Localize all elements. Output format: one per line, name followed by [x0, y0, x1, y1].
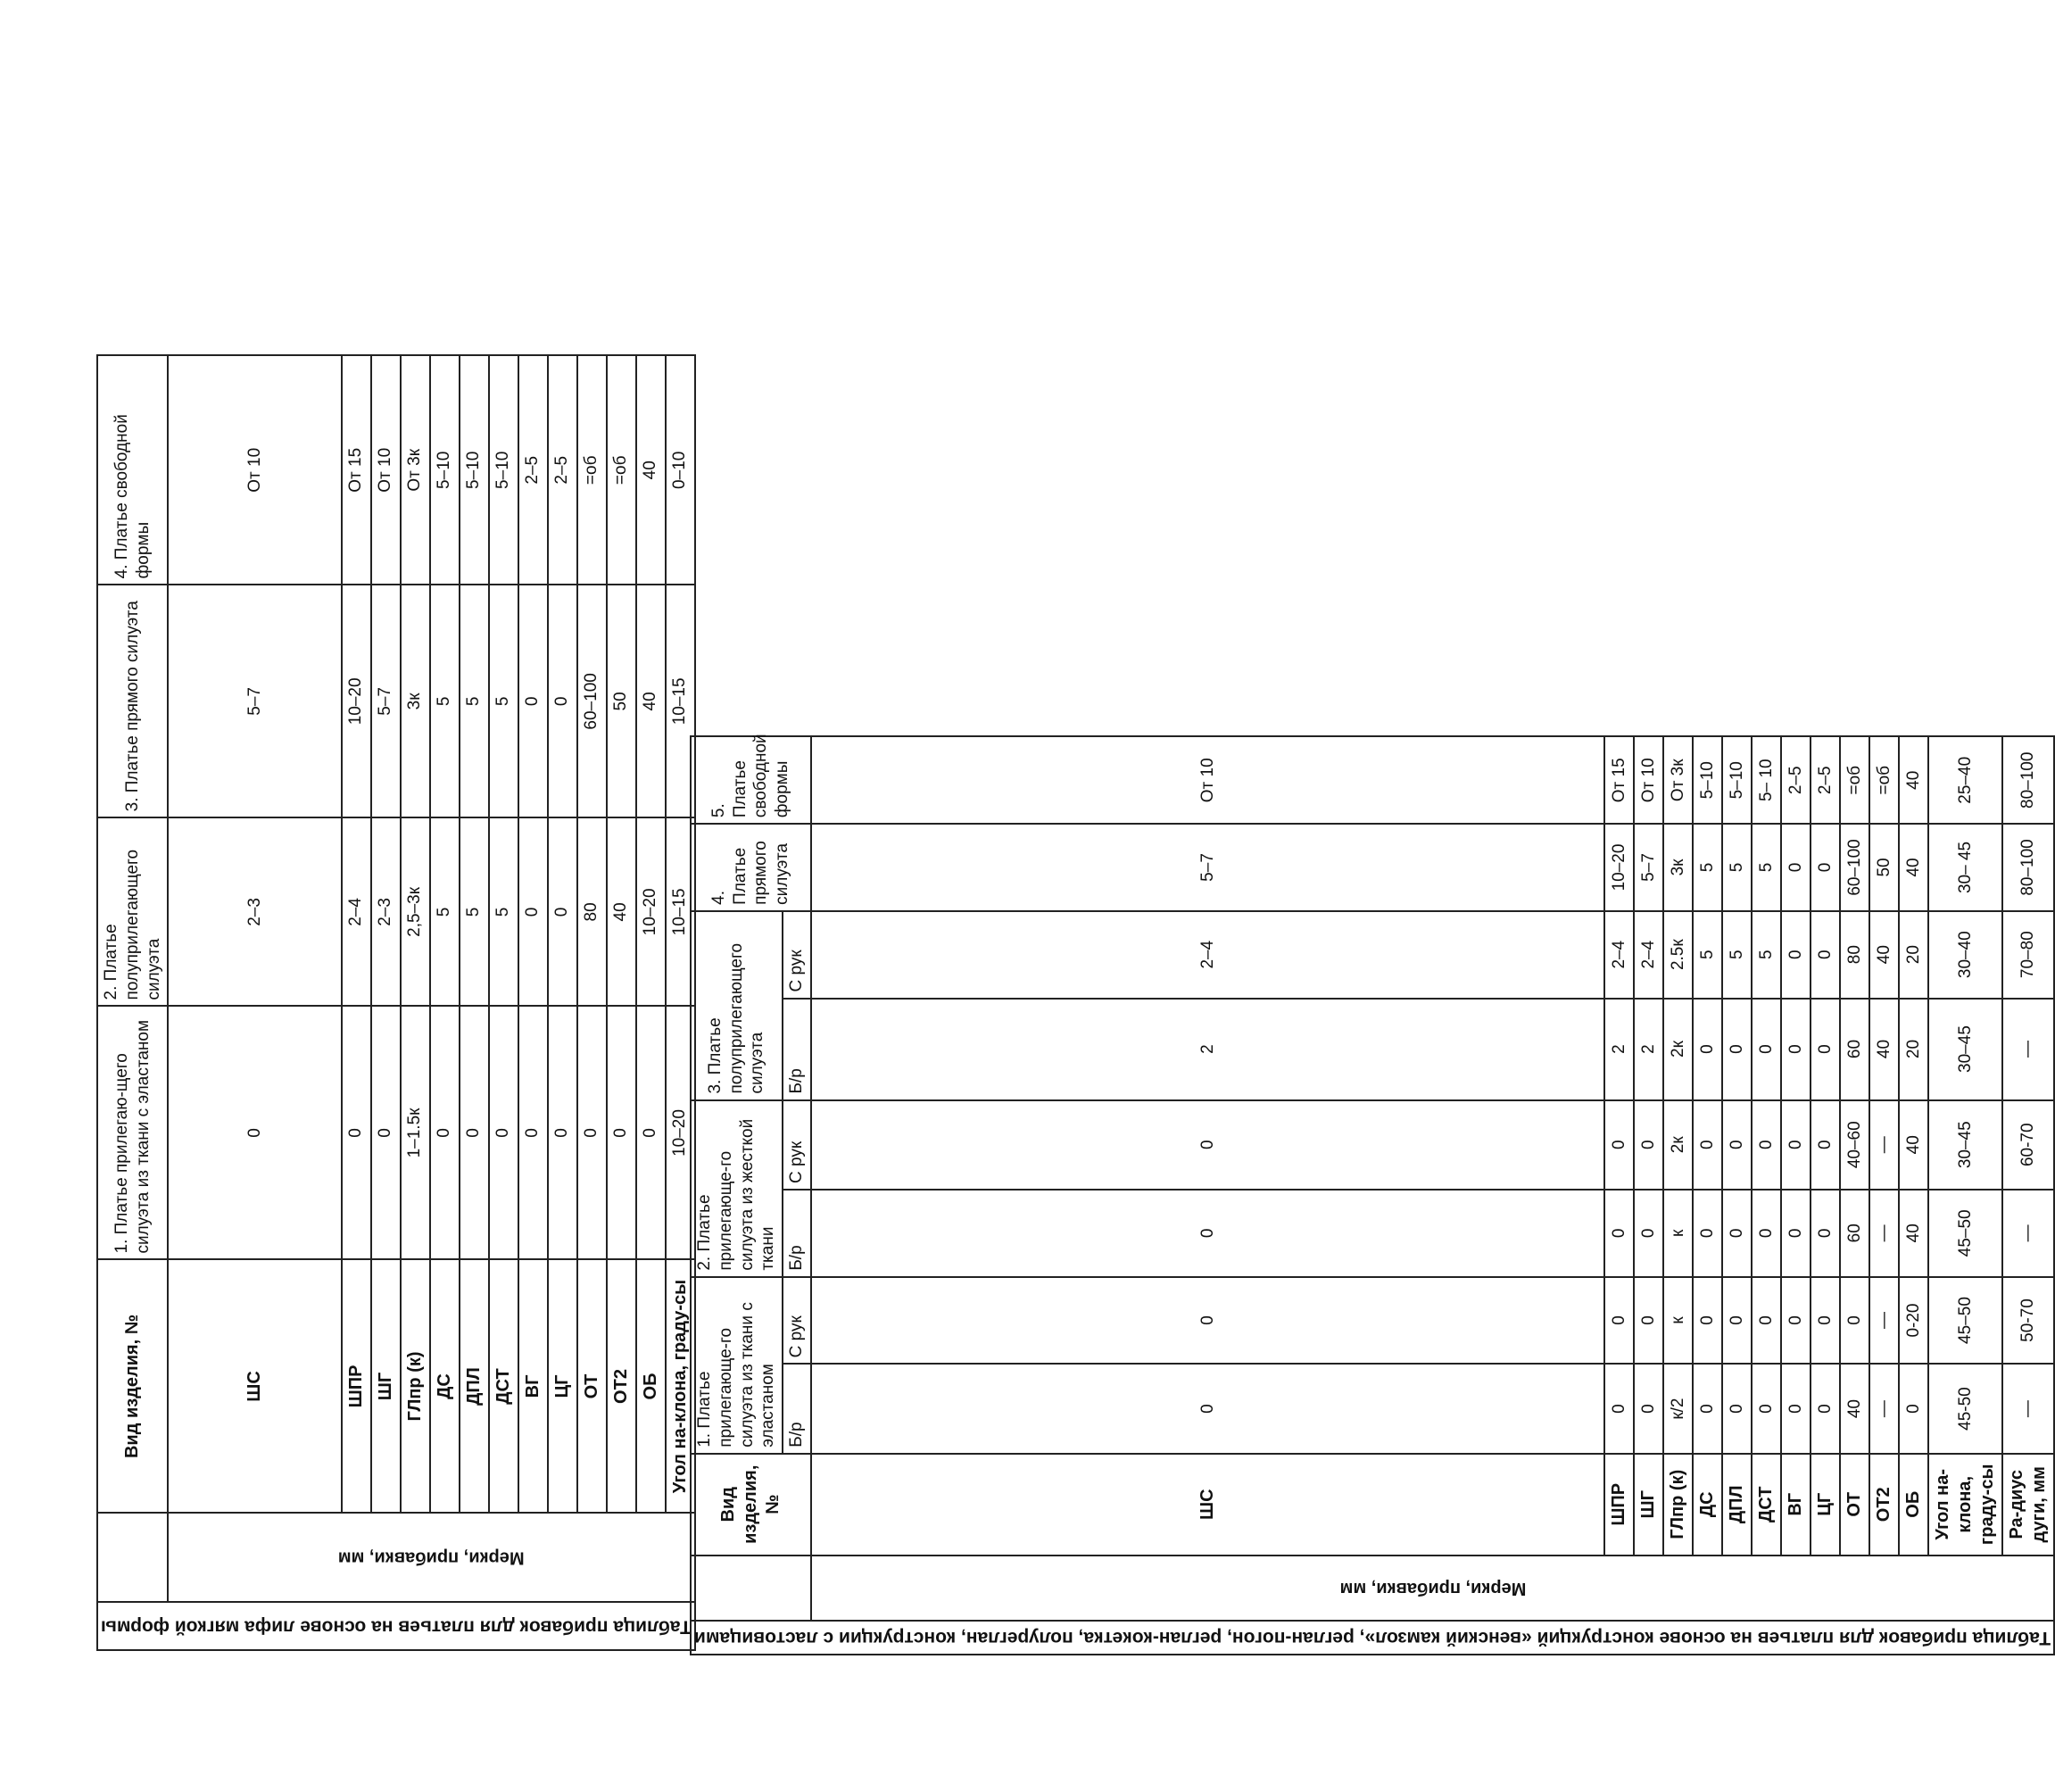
- table1-cell: 10–15: [666, 585, 695, 817]
- table1-cell: 0: [460, 1006, 489, 1259]
- table1-rotated: [96, 125, 692, 1651]
- table1-measure-row: [342, 126, 371, 1650]
- table2-cell: 0: [811, 1100, 1604, 1190]
- table2-cell: 0: [1781, 1364, 1811, 1453]
- table2-cell: 5: [1752, 911, 1781, 999]
- table1-column-header: ЦГ: [548, 1259, 577, 1513]
- table2-cell: 2: [1634, 999, 1663, 1100]
- table2-cell: 30–45: [1928, 999, 2002, 1100]
- table1-cell: 0: [518, 817, 548, 1006]
- table1-cell: 5: [430, 585, 460, 817]
- table1-cell: 2–5: [548, 355, 577, 585]
- table2-cell: к/2: [1663, 1364, 1693, 1453]
- table2-cell: 50-70: [2002, 1277, 2054, 1365]
- table2-sub-label: Б/р: [783, 1364, 811, 1453]
- table2-column-header: Угол на-клона, граду-сы: [1928, 1454, 2002, 1556]
- table1-row-header: Вид изделия, №: [97, 1259, 168, 1513]
- table1-measure-row: [430, 126, 460, 1650]
- table1-row-name: 4. Платье свободной формы: [97, 355, 168, 585]
- table1-cell: От 15: [342, 355, 371, 585]
- table2-cell: 0: [1781, 1190, 1811, 1277]
- table1-group-header: Мерки, прибавки, мм: [168, 1513, 695, 1602]
- table2-cell: 0: [811, 1364, 1604, 1453]
- table1-column-header: ДСТ: [489, 1259, 518, 1513]
- table2-column-header: ВГ: [1781, 1454, 1811, 1556]
- table1-cell: 0: [548, 585, 577, 817]
- table2-cell: 0: [1752, 1277, 1781, 1365]
- table1-measure-row: [577, 126, 607, 1650]
- table1-cell: 0: [636, 1006, 666, 1259]
- table2-cell: 40: [1899, 736, 1928, 824]
- table2-cell: 40: [1899, 1190, 1928, 1277]
- table2-cell: 2–4: [1604, 911, 1634, 999]
- table2-cell: 0: [1634, 1364, 1663, 1453]
- table1-column-header: ГЛпр (к): [401, 1259, 430, 1513]
- table2-cell: 2: [1604, 999, 1634, 1100]
- table2-cell: 5–10: [1693, 736, 1722, 824]
- table2-cell: —: [2002, 1190, 2054, 1277]
- table2-cell: 25–40: [1928, 736, 2002, 824]
- table1-cell: 5–7: [168, 585, 342, 817]
- table2-cell: 0: [1752, 999, 1781, 1100]
- table1-row-name: 3. Платье прямого силуэта: [97, 585, 168, 817]
- table1-cell: От 3к: [401, 355, 430, 585]
- table2-cell: 5: [1693, 911, 1722, 999]
- table1-cell: 0: [489, 1006, 518, 1259]
- table2-sub-label: Б/р: [783, 1190, 811, 1277]
- table2-cell: 0: [1811, 911, 1840, 999]
- table2-cell: 60: [1840, 1190, 1869, 1277]
- table1-cell: 5–10: [460, 355, 489, 585]
- table2-cell: 0: [1604, 1100, 1634, 1190]
- table2-cell: От 10: [811, 736, 1604, 824]
- table2-cell: 5–10: [1722, 736, 1752, 824]
- table2-column-header: ОТ: [1840, 1454, 1869, 1556]
- table2-cell: 2–4: [1634, 911, 1663, 999]
- table2-measure-row: [1840, 121, 1869, 1655]
- table1-cell: 2,5–3к: [401, 817, 430, 1006]
- table2-column-header: ШС: [811, 1454, 1604, 1556]
- table2-cell: —: [2002, 999, 2054, 1100]
- table2-cell: 5–7: [811, 824, 1604, 911]
- table2-cell: =об: [1869, 736, 1899, 824]
- table2-cell: к: [1663, 1277, 1693, 1365]
- table1-cell: 1–1.5к: [401, 1006, 430, 1259]
- table2-cell: 0-20: [1899, 1277, 1928, 1365]
- table2-cell: 80–100: [2002, 824, 2054, 911]
- table2-cell: 2–4: [811, 911, 1604, 999]
- table1-row-name: 2. Платье полуприлегающего силуэта: [97, 817, 168, 1006]
- table1-cell: 2–3: [168, 817, 342, 1006]
- table1-cell: 5–7: [371, 585, 401, 817]
- table2-measure-row: [1634, 121, 1663, 1655]
- table1-column-header: ШС: [168, 1259, 342, 1513]
- table1-cell: 60–100: [577, 585, 607, 817]
- table2-cell: 0: [1811, 824, 1840, 911]
- table2-row-header: Вид изделия, №: [691, 1454, 811, 1556]
- table2-cell: 0: [1722, 1190, 1752, 1277]
- table2-cell: 0: [1781, 1277, 1811, 1365]
- table2-cell: 30– 45: [1928, 824, 2002, 911]
- table2-measure-row: [811, 121, 1604, 1655]
- table1-cell: 10–15: [666, 817, 695, 1006]
- table2-cell: От 10: [1634, 736, 1663, 824]
- table2-header-row: [691, 121, 783, 1655]
- table1-cell: 2–3: [371, 817, 401, 1006]
- table2-cell: 0: [1811, 999, 1840, 1100]
- table2-cell: —: [1869, 1100, 1899, 1190]
- table1-column-header: ОТ: [577, 1259, 607, 1513]
- table2-cell: 5– 10: [1752, 736, 1781, 824]
- table1-title: Таблица прибавок для платьев на основе лифа мягкой формы: [97, 1602, 695, 1650]
- table1-cell: 0: [518, 1006, 548, 1259]
- table2-cell: 0: [1722, 1277, 1752, 1365]
- table2-cell: 20: [1899, 999, 1928, 1100]
- table2-cell: 80: [1840, 911, 1869, 999]
- table2-row-name: 2. Платье прилегающе-го силуэта из жесткой ткани: [691, 1100, 783, 1277]
- table2-cell: —: [1869, 1277, 1899, 1365]
- table1-measure-row: [636, 126, 666, 1650]
- table2-cell: От 3к: [1663, 736, 1693, 824]
- table1-cell: 5: [489, 817, 518, 1006]
- table1-cell: 0: [577, 1006, 607, 1259]
- table2-cell: 0: [1840, 1277, 1869, 1365]
- table1-column-header: ДС: [430, 1259, 460, 1513]
- table1-cell: 50: [607, 585, 636, 817]
- table2-row-name: 1. Платье прилегающе-го силуэта из ткани с эластаном: [691, 1277, 783, 1454]
- table1-column-header: ДПЛ: [460, 1259, 489, 1513]
- table2-cell: 0: [1752, 1100, 1781, 1190]
- table2-column-header: ШГ: [1634, 1454, 1663, 1556]
- table2-cell: 5: [1722, 824, 1752, 911]
- table1-cell: 0: [607, 1006, 636, 1259]
- table1-column-header: ОБ: [636, 1259, 666, 1513]
- table2-cell: к: [1663, 1190, 1693, 1277]
- table2-cell: 45–50: [1928, 1190, 2002, 1277]
- table2-sub-label: С рук: [783, 1277, 811, 1365]
- table1-cell: 0: [548, 1006, 577, 1259]
- table2-cell: 20: [1899, 911, 1928, 999]
- table1: [96, 125, 696, 1651]
- table2-cell: 40: [1899, 1100, 1928, 1190]
- table2-measure-row: [1752, 121, 1781, 1655]
- table2-cell: 0: [1781, 1100, 1811, 1190]
- table2-cell: 0: [1811, 1100, 1840, 1190]
- table1-cell: 2–4: [342, 817, 371, 1006]
- table2-sub-label: С рук: [783, 1100, 811, 1190]
- table1-cell: 0: [168, 1006, 342, 1259]
- table2-row-name: 3. Платье полуприлегающего силуэта: [691, 911, 783, 1100]
- table1-cell: 80: [577, 817, 607, 1006]
- table2-column-header: ДПЛ: [1722, 1454, 1752, 1556]
- table2-cell: 0: [1604, 1277, 1634, 1365]
- table2-cell: 10–20: [1604, 824, 1634, 911]
- table2-cell: От 15: [1604, 736, 1634, 824]
- table2-cell: 0: [1811, 1190, 1840, 1277]
- table1-cell: =об: [607, 355, 636, 585]
- table2-cell: —: [2002, 1364, 2054, 1453]
- table2-cell: 5: [1722, 911, 1752, 999]
- table2-cell: 0: [1781, 999, 1811, 1100]
- table1-cell: 0: [371, 1006, 401, 1259]
- table1-cell: 10–20: [636, 817, 666, 1006]
- table2-cell: 40: [1899, 824, 1928, 911]
- table2-cell: 0: [1604, 1190, 1634, 1277]
- table2-measure-row: [1869, 121, 1899, 1655]
- table1-cell: 40: [636, 585, 666, 817]
- table2-cell: 0: [1722, 1100, 1752, 1190]
- table1-column-header: ШГ: [371, 1259, 401, 1513]
- table2-measure-row: [1781, 121, 1811, 1655]
- table2-measure-row: [1604, 121, 1634, 1655]
- table1-measure-row: [489, 126, 518, 1650]
- table1-column-header: Угол на-клона, граду-сы: [666, 1259, 695, 1513]
- table2-row-name: 5. Платье свободной формы: [691, 736, 811, 824]
- table1-column-header: ОТ2: [607, 1259, 636, 1513]
- table2-cell: 5: [1752, 824, 1781, 911]
- table2-cell: 0: [1634, 1100, 1663, 1190]
- table2-title: Таблица прибавок для платьев на основе конструкций «венский камзол», реглан-погон, реглан-кокетка, полуреглан, конструкции с ластовицами: [691, 1621, 2054, 1655]
- table1-cell: 10–20: [342, 585, 371, 817]
- table2-cell: 0: [1693, 1100, 1722, 1190]
- table2-cell: 2–5: [1781, 736, 1811, 824]
- table1-cell: 10–20: [666, 1006, 695, 1259]
- table1-measure-row: [548, 126, 577, 1650]
- table1-cell: 5–10: [489, 355, 518, 585]
- table2-cell: 50: [1869, 824, 1899, 911]
- table2-column-header: ГЛпр (к): [1663, 1454, 1693, 1556]
- table2-cell: 0: [1693, 1190, 1722, 1277]
- table2-cell: 60-70: [2002, 1100, 2054, 1190]
- table2-cell: 30–45: [1928, 1100, 2002, 1190]
- table2-cell: 0: [1811, 1277, 1840, 1365]
- table2-column-header: ЦГ: [1811, 1454, 1840, 1556]
- table1-measure-row: [518, 126, 548, 1650]
- table1-cell: 40: [636, 355, 666, 585]
- table2-cell: 0: [1693, 1364, 1722, 1453]
- table2-column-header: ОБ: [1899, 1454, 1928, 1556]
- table1-column-header: ШПР: [342, 1259, 371, 1513]
- table1-cell: 5: [460, 817, 489, 1006]
- table2-cell: 45–50: [1928, 1277, 2002, 1365]
- table2-measure-row: [2002, 121, 2054, 1655]
- table2-cell: 40: [1869, 999, 1899, 1100]
- table2-column-header: ДС: [1693, 1454, 1722, 1556]
- table2-cell: 0: [1811, 1364, 1840, 1453]
- table2-cell: 3к: [1663, 824, 1693, 911]
- table2-cell: 0: [1899, 1364, 1928, 1453]
- table2-measure-row: [1722, 121, 1752, 1655]
- table2-cell: 0: [1781, 824, 1811, 911]
- table2-cell: =об: [1840, 736, 1869, 824]
- table2-cell: 45-50: [1928, 1364, 2002, 1453]
- table2-cell: —: [1869, 1364, 1899, 1453]
- table2-column-header: Ра-диус дуги, мм: [2002, 1454, 2054, 1556]
- table2-cell: 0: [1781, 911, 1811, 999]
- table2-cell: 0: [811, 1277, 1604, 1365]
- table2: [690, 120, 2055, 1655]
- table1-header-row: [97, 126, 168, 1650]
- table2-cell: 0: [1693, 1277, 1722, 1365]
- table1-cell: 0: [518, 585, 548, 817]
- table1-cell: 0: [342, 1006, 371, 1259]
- table2-sub-label: Б/р: [783, 999, 811, 1100]
- table2-cell: 0: [1604, 1364, 1634, 1453]
- table2-measure-row: [1811, 121, 1840, 1655]
- table2-cell: 70–80: [2002, 911, 2054, 999]
- table2-cell: 0: [1722, 999, 1752, 1100]
- table2-cell: 0: [1693, 999, 1722, 1100]
- table2-measure-row: [1899, 121, 1928, 1655]
- table1-measure-row: [168, 126, 342, 1650]
- table2-cell: 60–100: [1840, 824, 1869, 911]
- table2-corner: [691, 1556, 811, 1621]
- table2-cell: 0: [1752, 1364, 1781, 1453]
- table2-cell: 2к: [1663, 1100, 1693, 1190]
- table2-cell: 5–7: [1634, 824, 1663, 911]
- table1-measure-row: [401, 126, 430, 1650]
- table1-cell: 40: [607, 817, 636, 1006]
- table1-column-header: ВГ: [518, 1259, 548, 1513]
- table1-cell: 5–10: [430, 355, 460, 585]
- table1-cell: От 10: [371, 355, 401, 585]
- table2-cell: 0: [1634, 1277, 1663, 1365]
- table2-measure-row: [1928, 121, 2002, 1655]
- table2-cell: 2: [811, 999, 1604, 1100]
- table1-cell: 5: [489, 585, 518, 817]
- table1-cell: 5: [460, 585, 489, 817]
- table2-cell: 0: [1752, 1190, 1781, 1277]
- table2-row-name: 4. Платье прямого силуэта: [691, 824, 811, 911]
- table1-cell: 0–10: [666, 355, 695, 585]
- table1-measure-row: [371, 126, 401, 1650]
- table1-cell: 0: [548, 817, 577, 1006]
- table2-column-header: ШПР: [1604, 1454, 1634, 1556]
- table2-sub-label: С рук: [783, 911, 811, 999]
- table2-cell: 40: [1869, 911, 1899, 999]
- table1-cell: 5: [430, 817, 460, 1006]
- table1-measure-row: [460, 126, 489, 1650]
- table2-cell: 2к: [1663, 999, 1693, 1100]
- table1-cell: =об: [577, 355, 607, 585]
- table1-cell: От 10: [168, 355, 342, 585]
- table1-row-name: 1. Платье прилегаю-щего силуэта из ткани с эластаном: [97, 1006, 168, 1259]
- table1-cell: 3к: [401, 585, 430, 817]
- table2-cell: 80–100: [2002, 736, 2054, 824]
- table1-measure-row: [607, 126, 636, 1650]
- table2-cell: 2–5: [1811, 736, 1840, 824]
- table2-cell: 0: [1634, 1190, 1663, 1277]
- table1-cell: 2–5: [518, 355, 548, 585]
- table2-cell: 5: [1693, 824, 1722, 911]
- table2-cell: 30–40: [1928, 911, 2002, 999]
- table2-column-header: ДСТ: [1752, 1454, 1781, 1556]
- table2-cell: 40–60: [1840, 1100, 1869, 1190]
- table1-cell: 0: [430, 1006, 460, 1259]
- table2-cell: —: [1869, 1190, 1899, 1277]
- table2-measure-row: [1693, 121, 1722, 1655]
- table2-cell: 60: [1840, 999, 1869, 1100]
- table2-cell: 0: [1722, 1364, 1752, 1453]
- table2-column-header: ОТ2: [1869, 1454, 1899, 1556]
- table2-cell: 0: [811, 1190, 1604, 1277]
- table2-rotated: [690, 120, 2051, 1655]
- table1-corner: [97, 1513, 168, 1602]
- table2-cell: 40: [1840, 1364, 1869, 1453]
- table2-cell: 2.5к: [1663, 911, 1693, 999]
- table2-group-header: Мерки, прибавки, мм: [811, 1556, 2054, 1621]
- table2-measure-row: [1663, 121, 1693, 1655]
